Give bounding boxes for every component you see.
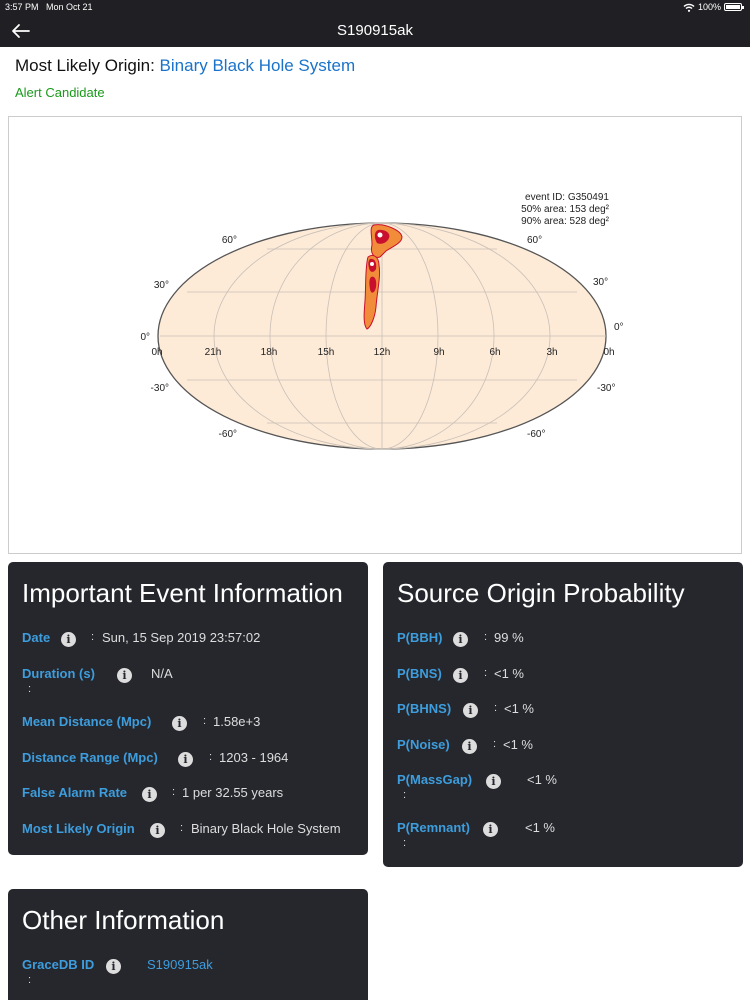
top-bar (0, 0, 750, 47)
colon: : (403, 789, 407, 801)
info-icon[interactable]: i (462, 739, 477, 754)
event-info-card (8, 562, 368, 855)
info-icon[interactable]: i (172, 716, 187, 731)
info-icon[interactable]: i (106, 959, 121, 974)
colon: : (209, 751, 213, 763)
distance-range-label[interactable]: Distance Range (Mpc) (22, 750, 158, 765)
dec-label: -30° (150, 383, 169, 394)
info-icon[interactable]: i (483, 822, 498, 837)
p-bns-value: <1 % (494, 666, 524, 681)
colon: : (403, 837, 407, 849)
ra-label: 18h (260, 347, 278, 358)
colon: : (494, 702, 498, 714)
colon: : (28, 974, 32, 986)
dec-label: 30° (593, 277, 609, 288)
most-likely-origin (15, 56, 355, 76)
ra-label: 21h (204, 347, 222, 358)
info-icon[interactable]: i (61, 632, 76, 647)
ra-label: 12h (373, 347, 391, 358)
p-bbh-label[interactable]: P(BBH) (397, 630, 443, 645)
p-bhns-value: <1 % (504, 701, 534, 716)
source-probability-card (383, 562, 743, 867)
battery-icon (724, 3, 742, 11)
dec-label: -30° (597, 383, 616, 394)
probability-row (397, 820, 737, 854)
area-50-text: 50% area: 153 deg² (521, 204, 609, 215)
probability-row (397, 630, 737, 650)
info-icon[interactable]: i (178, 752, 193, 767)
duration-value: N/A (151, 666, 173, 681)
origin-value: Binary Black Hole System (159, 56, 356, 75)
dec-label: 30° (153, 280, 169, 291)
event-info-row (22, 750, 362, 770)
gracedb-id-link[interactable]: S190915ak (147, 957, 213, 972)
colon: : (180, 822, 184, 834)
p-bhns-label[interactable]: P(BHNS) (397, 701, 452, 716)
origin-label: Most Likely Origin: (15, 56, 160, 75)
colon: : (203, 715, 207, 727)
date-value: Sun, 15 Sep 2019 23:57:02 (102, 630, 261, 645)
status-time: 3:57 PM (5, 2, 39, 12)
probability-row (397, 701, 737, 721)
dec-label: -60° (218, 429, 237, 440)
p-bbh-value: 99 % (494, 630, 524, 645)
mean-distance-label[interactable]: Mean Distance (Mpc) (22, 714, 152, 729)
other-info-row (22, 957, 362, 991)
colon: : (484, 631, 488, 643)
p-massgap-label[interactable]: P(MassGap) (397, 772, 473, 787)
probability-row (397, 666, 737, 686)
dec-label: -60° (527, 429, 546, 440)
status-date: Mon Oct 21 (46, 2, 93, 12)
alert-status: Alert Candidate (15, 85, 105, 100)
p-bns-label[interactable]: P(BNS) (397, 666, 442, 681)
p-remnant-value: <1 % (525, 820, 555, 835)
p-remnant-label[interactable]: P(Remnant) (397, 820, 470, 835)
probability-row (397, 737, 737, 757)
date-label[interactable]: Date (22, 630, 51, 645)
event-id-text: event ID: G350491 (525, 192, 609, 203)
gracedb-id-label[interactable]: GraceDB ID (22, 957, 95, 972)
colon: : (28, 683, 32, 695)
ra-label: 0h (151, 347, 163, 358)
ra-label: 15h (317, 347, 335, 358)
area-90-text: 90% area: 528 deg² (521, 216, 609, 227)
dec-label: 0° (614, 322, 624, 333)
info-icon[interactable]: i (142, 787, 157, 802)
wifi-icon (683, 3, 695, 12)
info-icon[interactable]: i (486, 774, 501, 789)
p-massgap-value: <1 % (527, 772, 557, 787)
colon: : (493, 738, 497, 750)
p-noise-label[interactable]: P(Noise) (397, 737, 450, 752)
colon: : (484, 667, 488, 679)
info-icon[interactable]: i (453, 632, 468, 647)
info-icon[interactable]: i (117, 668, 132, 683)
dec-label: 60° (527, 235, 543, 246)
other-info-title: Other Information (22, 905, 225, 935)
skymap-panel (8, 116, 742, 554)
ra-label: 0h (603, 347, 615, 358)
info-icon[interactable]: i (453, 668, 468, 683)
info-icon[interactable]: i (150, 823, 165, 838)
status-right (683, 2, 742, 12)
colon: : (172, 786, 176, 798)
probability-row (397, 772, 737, 806)
source-probability-title: Source Origin Probability (397, 578, 685, 608)
distance-range-value: 1203 - 1964 (219, 750, 289, 765)
event-info-row (22, 630, 362, 650)
false-alarm-rate-value: 1 per 32.55 years (182, 785, 284, 800)
skymap-image (9, 117, 743, 555)
page-title: S190915ak (337, 22, 413, 39)
colon: : (91, 631, 95, 643)
ra-label: 6h (489, 347, 501, 358)
most-likely-origin-value: Binary Black Hole System (191, 821, 341, 836)
event-info-title: Important Event Information (22, 578, 343, 608)
event-info-row (22, 821, 362, 841)
battery-percent: 100% (697, 2, 721, 12)
mean-distance-value: 1.58e+3 (213, 714, 261, 729)
info-icon[interactable]: i (463, 703, 478, 718)
ra-label: 9h (433, 347, 445, 358)
dec-label: 60° (221, 235, 237, 246)
skymap-info-legend (521, 192, 610, 227)
other-info-card (8, 889, 368, 1000)
event-info-row (22, 785, 362, 805)
p-noise-value: <1 % (503, 737, 533, 752)
ra-label: 3h (546, 347, 558, 358)
event-info-row (22, 666, 362, 700)
duration-label[interactable]: Duration (s) (22, 666, 95, 681)
event-info-row (22, 714, 362, 734)
dec-label: 0° (140, 332, 150, 343)
most-likely-origin-label[interactable]: Most Likely Origin (22, 821, 135, 836)
false-alarm-rate-label[interactable]: False Alarm Rate (22, 785, 128, 800)
